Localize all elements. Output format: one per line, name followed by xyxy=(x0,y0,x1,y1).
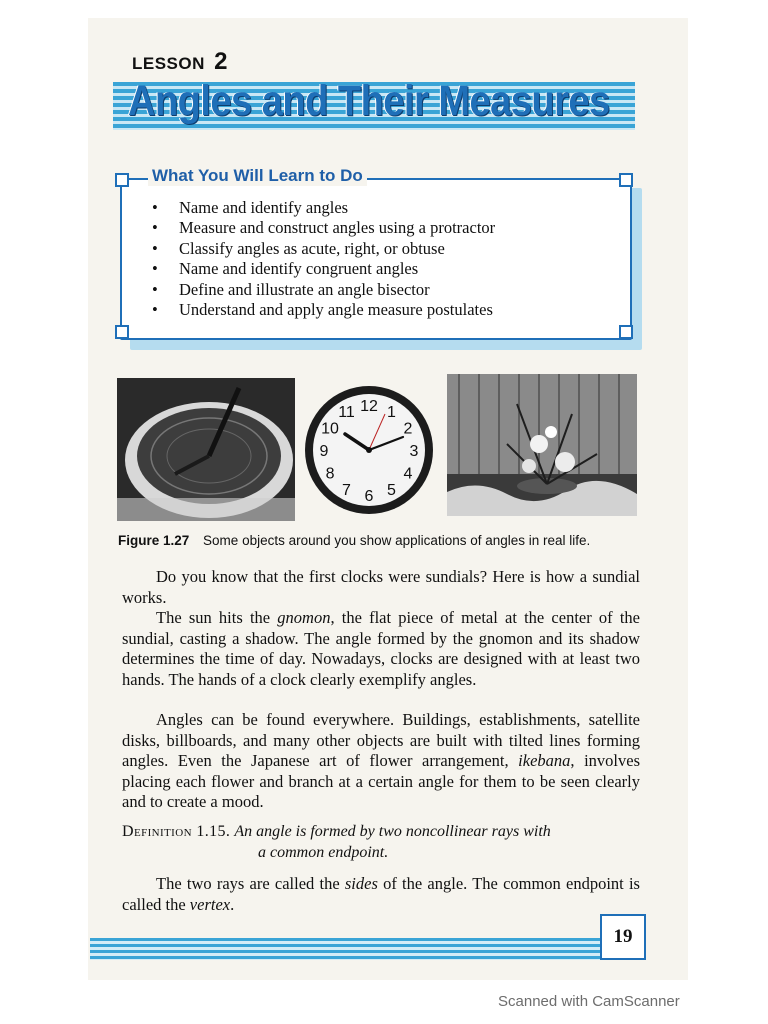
paragraph-ikebana xyxy=(122,710,640,813)
body-paragraph xyxy=(122,567,640,608)
text-run: The sun hits the xyxy=(156,608,278,627)
scanner-watermark: Scanned with CamScanner xyxy=(498,993,680,1010)
clock-numeral: 9 xyxy=(319,443,329,460)
text-run: , the flat piece of metal at the center of the sundial, casting a shadow. The angle formed by the gnomon and its shadow determines the time of day. Nowadays, clocks are designed with at least two hands. The hands of a clock clearly exemplify angles. xyxy=(122,608,640,689)
objectives-heading: What You Will Learn to Do xyxy=(148,166,367,186)
objective-item: • Name and identify congruent angles xyxy=(152,259,495,279)
objective-item: • Understand and apply angle measure postulates xyxy=(152,300,495,320)
objectives-list xyxy=(152,198,495,320)
paragraph-sundial: Do you know that the first clocks were sundials? Here is how a sundial works. xyxy=(122,567,640,607)
sundial-photo xyxy=(117,378,295,521)
lesson-number: 2 xyxy=(214,48,228,75)
objective-item: • Measure and construct angles using a protractor xyxy=(152,218,495,238)
objective-item: • Classify angles as acute, right, or obtuse xyxy=(152,239,495,259)
figure-caption-text: Some objects around you show applications of angles in real life. xyxy=(203,533,591,548)
body-paragraph xyxy=(122,608,640,690)
footer-banner xyxy=(90,938,602,960)
body-paragraph xyxy=(122,710,640,813)
figure-label: Figure 1.27 xyxy=(118,533,190,548)
clock-numeral: 12 xyxy=(360,398,378,415)
box-corner-ornament xyxy=(115,325,129,339)
ikebana-photo xyxy=(447,374,637,516)
term-gnomon: gnomon xyxy=(277,608,331,627)
definition-line xyxy=(122,822,642,843)
text-run: of the angle. The common endpoint is called the xyxy=(122,874,640,914)
clock-numeral: 3 xyxy=(409,443,419,460)
box-corner-ornament xyxy=(619,173,633,187)
clock-numeral: 8 xyxy=(325,465,335,483)
clock-numeral: 2 xyxy=(403,420,413,438)
clock-numeral: 10 xyxy=(321,420,339,438)
text-run: The two rays are called the xyxy=(156,874,345,893)
clock-numeral: 1 xyxy=(387,404,396,422)
box-corner-ornament xyxy=(619,325,633,339)
definition-text: An angle is formed by two noncollinear rays with xyxy=(234,823,551,840)
text-run: , involves placing each flower and branch at a certain angle for them to be seen clearly and to create a mood. xyxy=(122,751,640,812)
lesson-word: LESSON xyxy=(132,54,205,73)
term-sides: sides xyxy=(344,874,378,893)
definition-text-continued: a common endpoint. xyxy=(258,843,389,861)
page-number: 19 xyxy=(600,914,646,960)
text-run: Angles can be found everywhere. Buildings, establishments, satellite disks, billboards, and many other objects are built with tilted lines forming angles. Even the Japanese art of flower arrangement, xyxy=(122,710,640,771)
figure-caption xyxy=(118,533,590,548)
box-corner-ornament xyxy=(115,173,129,187)
clock-numeral: 4 xyxy=(403,465,413,483)
definition-label: Definition 1.15. xyxy=(122,823,231,840)
clock-numeral: 6 xyxy=(364,488,374,505)
body-paragraph xyxy=(122,874,640,915)
term-vertex: vertex xyxy=(189,894,231,914)
definition-block xyxy=(122,822,642,863)
paragraph-rays xyxy=(122,874,640,915)
lesson-label xyxy=(132,48,228,76)
term-ikebana: ikebana xyxy=(518,751,571,771)
objective-item: • Name and identify angles xyxy=(152,198,495,218)
wall-clock-photo xyxy=(303,384,435,516)
paragraph-gnomon xyxy=(122,608,640,690)
objective-item: • Define and illustrate an angle bisector xyxy=(152,280,495,300)
text-run: . xyxy=(230,894,235,914)
page-title: Angles and Their Measures xyxy=(128,78,610,126)
clock-numeral: 7 xyxy=(342,481,351,499)
clock-numeral: 11 xyxy=(338,404,355,422)
clock-numeral: 5 xyxy=(387,481,396,499)
